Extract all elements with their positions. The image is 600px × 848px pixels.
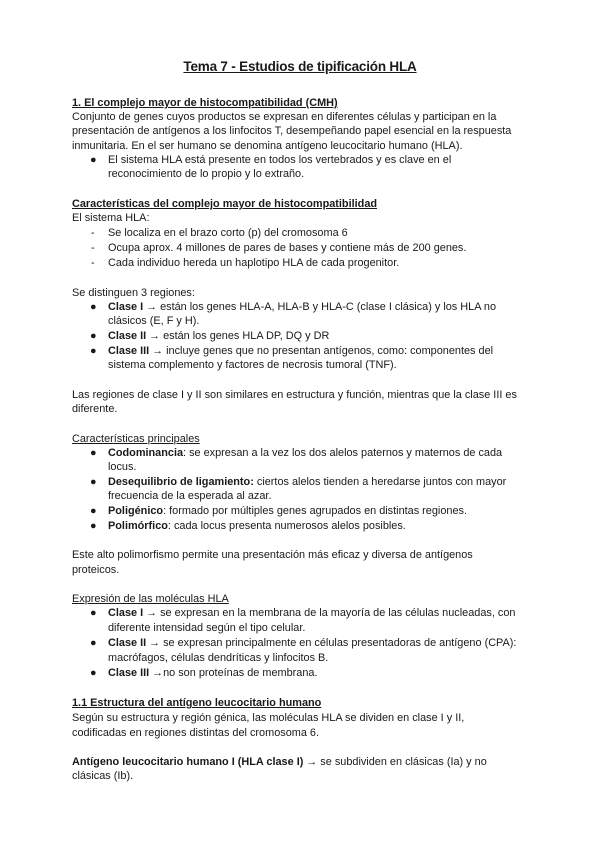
bullet-icon: ● (90, 505, 97, 517)
dash-item: Ocupa aprox. 4 millones de pares de bases y contiene más de 200 genes. (108, 242, 467, 254)
paragraph-line: inmunitaria. En el ser humano se denomina antígeno leucocitario humano (HLA). (72, 140, 463, 152)
bullet-desequilibrio (108, 475, 506, 489)
bullet-icon: ● (90, 607, 97, 619)
bullet-clase-3 (108, 344, 493, 358)
paragraph-line: Este alto polimorfismo permite una presentación más eficaz y diversa de antígenos (72, 549, 473, 561)
bullet-label: Clase I (108, 607, 144, 619)
bullet-expresion-clase-2 (108, 636, 516, 650)
paragraph-line: codificadas en regiones distintas del cromosoma 6. (72, 727, 319, 739)
dash-icon: - (91, 242, 95, 254)
bullet-clase-2 (108, 329, 329, 343)
bullet-text: ciertos alelos tienden a heredarse juntos con mayor (253, 476, 507, 488)
section-heading-cmh: 1. El complejo mayor de histocompatibilidad (CMH) (72, 97, 338, 109)
paragraph-hla-clase-1 (72, 755, 487, 769)
section-heading-caracteristicas-principales: Características principales (72, 433, 200, 445)
bullet-text: El sistema HLA está presente en todos los vertebrados y es clave en el (108, 154, 452, 166)
bullet-icon: ● (90, 330, 97, 342)
bullet-codominancia (108, 446, 502, 460)
bullet-icon: ● (90, 447, 97, 459)
bullet-label: Clase II (108, 637, 147, 649)
bullet-label: Codominancia (108, 447, 184, 459)
paragraph-line: Según su estructura y región génica, las moléculas HLA se dividen en clase I y II, (72, 712, 465, 724)
bullet-icon: ● (90, 154, 97, 166)
bullet-text: reconocimiento de lo propio y lo extraño. (108, 168, 305, 180)
bullet-label: Desequilibrio de ligamiento: (108, 476, 254, 488)
bullet-icon: ● (90, 301, 97, 313)
bullet-continuation: clásicos (E, F y H). (108, 315, 200, 327)
bullet-label: Poligénico (108, 505, 164, 517)
bullet-icon: ● (90, 476, 97, 488)
bullet-text: → están los genes HLA DP, DQ y DR (146, 330, 330, 342)
paragraph-label: Antígeno leucocitario humano I (HLA clase I) (72, 756, 304, 768)
bullet-expresion-clase-3 (108, 666, 317, 680)
bullet-text: → se expresan en la membrana de la mayoría de las células nucleadas, con (143, 607, 516, 619)
paragraph-continuation: clásicas (Ib). (72, 770, 134, 782)
bullet-icon: ● (90, 345, 97, 357)
paragraph-line: presentación de antígenos a los linfocitos T, desempeñando papel esencial en la respuesta (72, 125, 512, 137)
bullet-continuation: diferente intensidad según el tipo celular. (108, 622, 306, 634)
intro-text: El sistema HLA: (72, 212, 150, 224)
bullet-icon: ● (90, 637, 97, 649)
bullet-label: Clase I (108, 301, 144, 313)
bullet-text: → incluye genes que no presentan antígenos, como: componentes del (149, 345, 494, 357)
bullet-label: Polimórfico (108, 520, 168, 532)
bullet-text: : cada locus presenta numerosos alelos posibles. (167, 520, 406, 532)
bullet-polimorfico (108, 519, 406, 533)
bullet-label: Clase III (108, 345, 150, 357)
bullet-clase-1 (108, 300, 496, 314)
bullet-continuation: macrófagos, células dendríticas y linfocitos B. (108, 652, 329, 664)
dash-icon: - (91, 227, 95, 239)
paragraph-line: Las regiones de clase I y II son similares en estructura y función, mientras que la clase III es (72, 389, 517, 401)
paragraph-line: proteicos. (72, 564, 120, 576)
bullet-text: → se expresan principalmente en células presentadoras de antígeno (CPA): (146, 637, 517, 649)
paragraph-line: diferente. (72, 403, 118, 415)
section-heading-expresion: Expresión de las moléculas HLA (72, 593, 229, 605)
dash-icon: - (91, 257, 95, 269)
dash-item: Se localiza en el brazo corto (p) del cromosoma 6 (108, 227, 348, 239)
bullet-icon: ● (90, 520, 97, 532)
bullet-label: Clase III (108, 667, 150, 679)
bullet-text: →no son proteínas de membrana. (149, 667, 318, 679)
bullet-continuation: sistema complemento y factores de necrosis tumoral (TNF). (108, 359, 397, 371)
bullet-text: : formado por múltiples genes agrupados en distintas regiones. (163, 505, 467, 517)
bullet-label: Clase II (108, 330, 147, 342)
bullet-expresion-clase-1 (108, 606, 515, 620)
section-heading-caracteristicas-cmh: Características del complejo mayor de histocompatibilidad (72, 198, 378, 210)
paragraph-line: Conjunto de genes cuyos productos se expresan en diferentes células y participan en la (72, 111, 497, 123)
page-title: Tema 7 - Estudios de tipificación HLA (183, 59, 417, 74)
bullet-poligenico (108, 504, 467, 518)
bullet-text: : se expresan a la vez los dos alelos paternos y maternos de cada (183, 447, 503, 459)
paragraph-text: → se subdividen en clásicas (Ia) y no (303, 756, 487, 768)
bullet-continuation: locus. (108, 461, 137, 473)
regions-intro: Se distinguen 3 regiones: (72, 287, 195, 299)
dash-item: Cada individuo hereda un haplotipo HLA de cada progenitor. (108, 257, 400, 269)
bullet-continuation: frecuencia de la esperada al azar. (108, 490, 272, 502)
bullet-icon: ● (90, 667, 97, 679)
section-heading-estructura: 1.1 Estructura del antígeno leucocitario humano (72, 697, 322, 709)
bullet-text: → están los genes HLA-A, HLA-B y HLA-C (clase I clásica) y los HLA no (143, 301, 496, 313)
